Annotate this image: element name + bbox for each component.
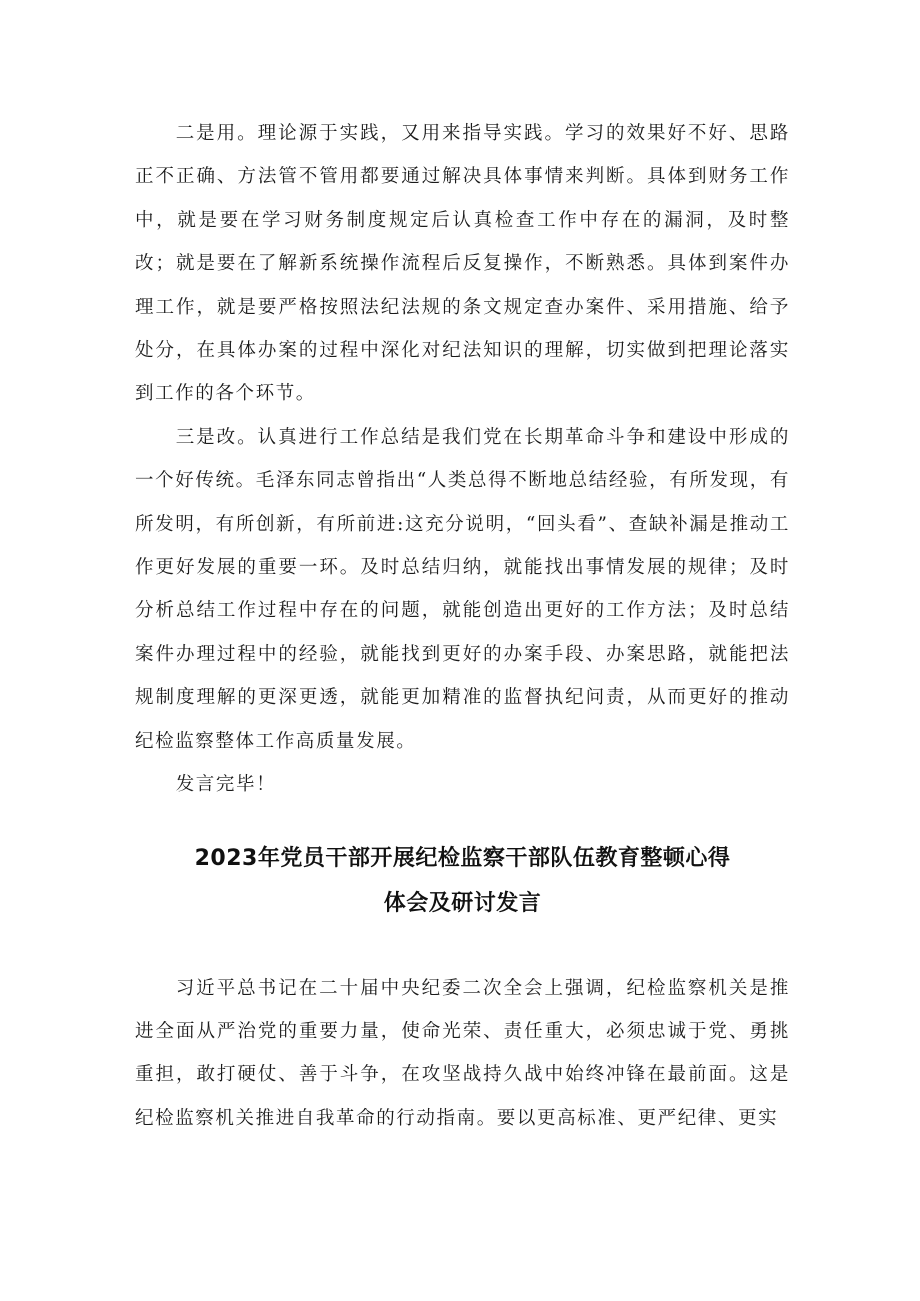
paragraph-use: 二是用。理论源于实践，又用来指导实践。学习的效果好不好、思路正不正确、方法管不管用都要通过解决具体事情来判断。具体到财务工作中，就是要在学习财务制度规定后认真检查工作中存在的漏洞，及时整改；就是要在了解新系统操作流程后反复操作，不断熟悉。具体到案件办理工作，就是要严格按照法纪法规的条文规定查办案件、采用措施、给予处分，在具体办案的过程中深化对纪法知识的理解，切实做到把理论落实到工作的各个环节。 [135,123,790,405]
article-title-line-1: 2023年党员干部开展纪检监察干部队伍教育整顿心得 [194,845,731,871]
document-body [135,112,790,1140]
paragraph-intro: 习近平总书记在二十届中央纪委二次全会上强调，纪检监察机关是推进全面从严治党的重要力量，使命光荣、责任重大，必须忠诚于党、勇挑重担，敢打硬仗、善于斗争，在攻坚战持久战中始终冲锋在最前面。这是纪检监察机关推进自我革命的行动指南。要以更高标准、更严纪律、更实 [135,977,790,1129]
article-title-line-2: 体会及研讨发言 [383,890,542,916]
closing-remark: 发言完毕！ [175,774,277,796]
article-title [135,836,790,926]
paragraph-improve: 三是改。认真进行工作总结是我们党在长期革命斗争和建设中形成的一个好传统。毛泽东同志曾指出“人类总得不断地总结经验，有所发现，有所发明，有所创新，有所前进:这充分说明，“回头看”、查缺补漏是推动工作更好发展的重要一环。及时总结归纳，就能找出事情发展的规律；及时分析总结工作过程中存在的问题，就能创造出更好的工作方法；及时总结案件办理过程中的经验，就能找到更好的办案手段、办案思路，就能把法规制度理解的更深更透，就能更加精准的监督执纪问责，从而更好的推动纪检监察整体工作高质量发展。 [135,426,790,752]
